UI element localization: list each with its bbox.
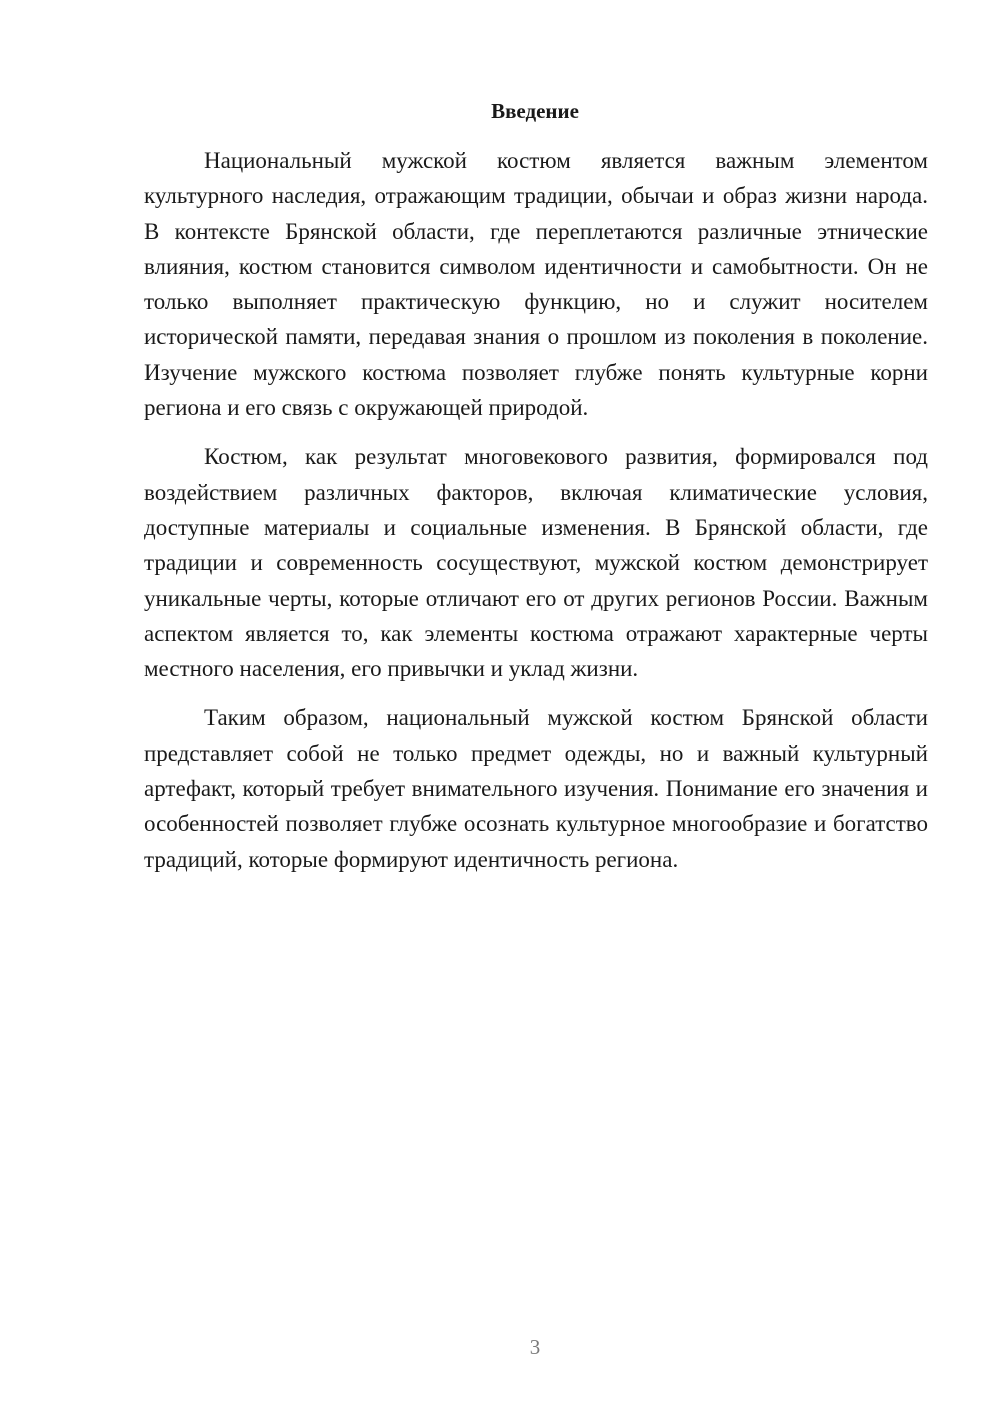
paragraph-2: Костюм, как результат многовекового развития, формировался под воздействием различных факторов, включая климатические условия, доступные материалы и социальные изменения. В Брянской области, где традиции и современность сосуществуют, мужской костюм демонстрирует уникальные черты, которые отличают его от других регионов России. Важным аспектом является то, как элементы костюма отражают характерные черты местного населения, его привычки и уклад жизни.: [144, 444, 928, 682]
paragraph-1: Национальный мужской костюм является важным элементом культурного наследия, отражающим традиции, обычаи и образ жизни народа. В контексте Брянской области, где переплетаются различные этнические влияния, костюм становится символом идентичности и самобытности. Он не только выполняет практическую функцию, но и служит носителем исторической памяти, передавая знания о прошлом из поколения в поколение. Изучение мужского костюма позволяет глубже понять культурные корни региона и его связь с окружающей природой.: [144, 148, 928, 421]
page-number: 3: [529, 1335, 541, 1359]
paragraph-3: Таким образом, национальный мужской костюм Брянской области представляет собой не только предмет одежды, но и важный культурный артефакт, который требует внимательного изучения. Понимание его значения и особенностей позволяет глубже осознать культурное многообразие и богатство традиций, которые формируют идентичность региона.: [144, 705, 928, 872]
body-text: [144, 143, 928, 877]
section-title: Введение: [491, 99, 579, 123]
